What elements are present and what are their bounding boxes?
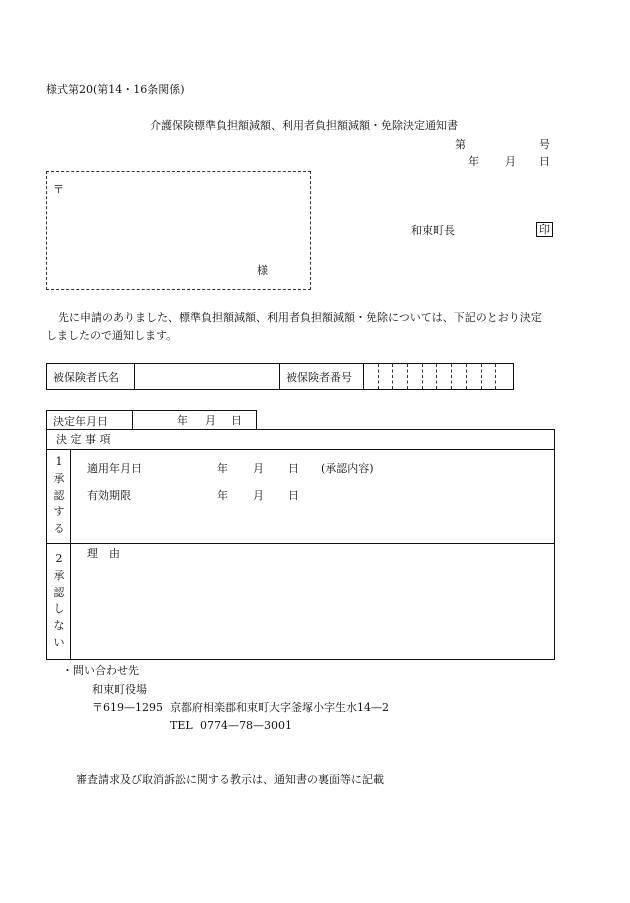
digit-cell[interactable] (408, 364, 423, 389)
insured-name-field[interactable] (135, 364, 280, 389)
contact-heading: ・問い合わせ先 (62, 664, 139, 677)
decision-date-year: 年 (177, 414, 188, 427)
digit-cell[interactable] (496, 364, 511, 389)
insured-name-label: 被保険者氏名 (47, 364, 135, 389)
digit-cell[interactable] (437, 364, 452, 389)
digit-cell[interactable] (393, 364, 408, 389)
decision-header: 決 定 事 項 (56, 433, 111, 446)
digit-cell[interactable] (482, 364, 497, 389)
doc-number-dai: 第 (455, 138, 466, 151)
apply-date-month: 月 (253, 462, 264, 475)
footer-note: 審査請求及び取消訴訟に関する教示は、通知書の裏面等に記載 (76, 773, 384, 786)
expiry-year: 年 (217, 489, 228, 502)
apply-date-year: 年 (217, 462, 228, 475)
apply-date-day: 日 (288, 462, 299, 475)
decision-date-label: 決定年月日 (47, 411, 133, 430)
issuer-name: 和束町長 (411, 224, 455, 237)
decision-table (46, 429, 555, 660)
approval-content-label: (承認内容) (321, 462, 374, 475)
expiry-label: 有効期限 (87, 489, 131, 502)
contact-office: 和束町役場 (92, 683, 147, 696)
body-text-line2: しましたので通知します。 (46, 329, 178, 342)
insured-number-field[interactable] (364, 364, 513, 389)
issue-date-month: 月 (505, 155, 516, 168)
apply-date-label: 適用年月日 (87, 462, 142, 475)
digit-cell[interactable] (452, 364, 467, 389)
digit-cell[interactable] (423, 364, 438, 389)
sama-label: 様 (257, 264, 268, 277)
decision-date-field[interactable] (133, 411, 256, 430)
expiry-month: 月 (253, 489, 264, 502)
form-number: 様式第20(第14・16条関係) (46, 83, 185, 96)
seal-stamp: 印 (536, 222, 553, 237)
contact-address: 京都府相楽郡和束町大字釜塚小字生水14—2 (170, 701, 389, 714)
contact-postal: 〒619—1295 (92, 701, 163, 714)
doc-number-go: 号 (539, 138, 550, 151)
contact-tel-label: TEL (170, 719, 193, 732)
reject-vertical-label: 2 承 認 し な い (53, 552, 65, 649)
decision-date-day: 日 (231, 414, 242, 427)
insured-person-table (46, 363, 514, 390)
reason-label: 理 由 (87, 547, 120, 560)
issue-date-year: 年 (468, 155, 479, 168)
postal-mark: 〒 (53, 183, 64, 196)
digit-cell[interactable] (364, 364, 379, 389)
digit-cell[interactable] (467, 364, 482, 389)
document-title: 介護保険標準負担額減額、利用者負担額減額・免除決定通知書 (150, 119, 458, 132)
address-box[interactable] (46, 171, 311, 290)
contact-tel: 0774—78—3001 (200, 719, 292, 732)
digit-cell[interactable] (379, 364, 394, 389)
decision-date-row (46, 410, 257, 430)
decision-date-month: 月 (205, 414, 216, 427)
issue-date-day: 日 (539, 155, 550, 168)
approve-vertical-label: 1 承 認 す る (53, 455, 65, 536)
body-text-line1: 先に申請のありました、標準負担額減額、利用者負担額減額・免除については、下記のとおり決定 (58, 311, 542, 324)
expiry-day: 日 (288, 489, 299, 502)
insured-number-label: 被保険者番号 (280, 364, 364, 389)
